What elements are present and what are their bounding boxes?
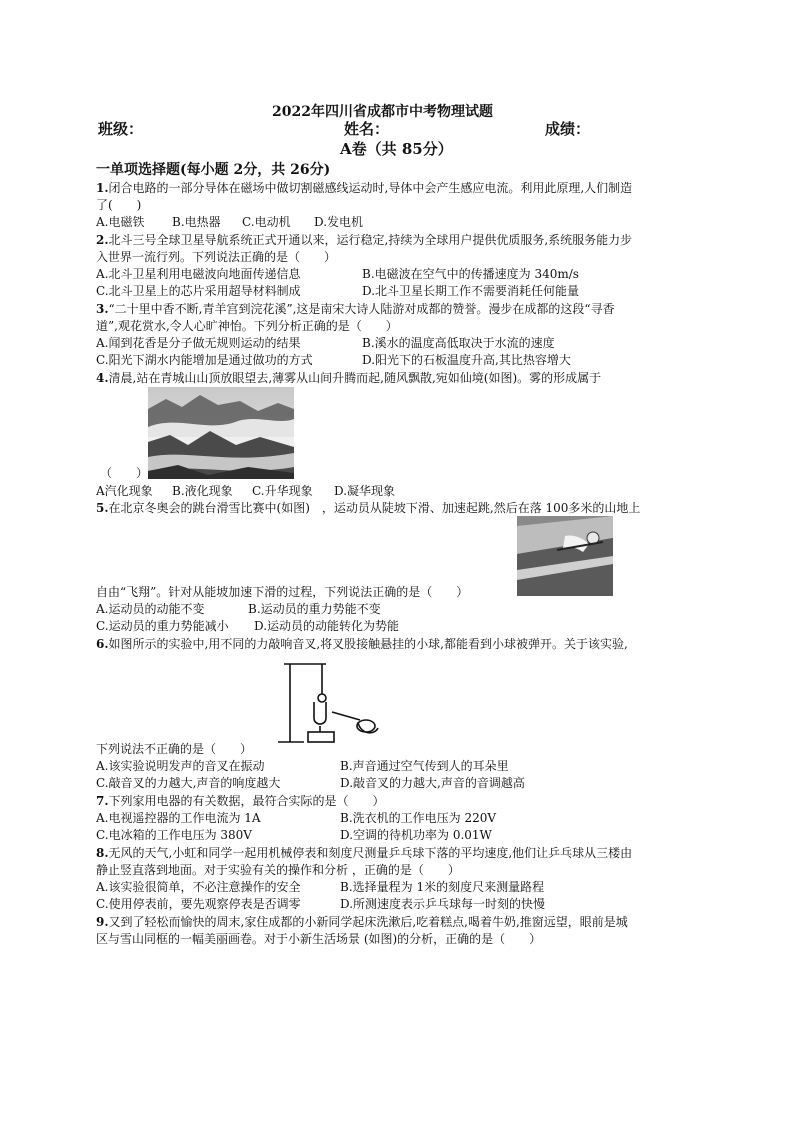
option: B.运动员的重力势能不变 — [248, 602, 381, 616]
question-9-line1 — [96, 914, 628, 931]
question-text: 北斗三号全球卫星导航系统正式开通以来，运行稳定,持续为全球用户提供优质服务,系统服务能力步 — [108, 233, 633, 247]
score-label: 成绩： — [545, 120, 591, 138]
option: A汽化现象 — [96, 484, 153, 498]
option: A.电视遥控器的工作电流为 1A — [96, 811, 261, 825]
option: B.洗衣机的工作电压为 220V — [340, 811, 497, 825]
option: A.运动员的动能不变 — [96, 602, 205, 616]
option: C.使用停表前，要先观察停表是否调零 — [96, 897, 301, 911]
class-label: 班级： — [98, 120, 144, 138]
option: B.溪水的温度高低取决于水流的速度 — [362, 336, 555, 350]
question-text: 如图所示的实验中,用不同的力敲响音叉,将叉股接触悬挂的小球,都能看到小球被弹开。关于该实验, — [108, 637, 628, 651]
option: B.电热器 — [172, 215, 221, 229]
option: C.电冰箱的工作电压为 380V — [96, 828, 252, 842]
question-number: 3. — [96, 302, 109, 316]
option: B.液化现象 — [172, 484, 233, 498]
option: B.电磁波在空气中的传播速度为 340m/s — [362, 267, 579, 281]
question-text: 下列家用电器的有关数据，最符合实际的是（ ） — [108, 794, 385, 808]
mountain-mist-image — [148, 387, 294, 479]
question-number: 1. — [96, 181, 109, 195]
question-5-line2: 自由“飞翔”。针对从能坡加速下滑的过程，下列说法正确的是（ ） — [96, 585, 469, 599]
tuning-fork-diagram — [274, 656, 386, 748]
question-text: 闭合电路的一部分导体在磁场中做切割磁感线运动时,导体中会产生感应电流。利用此原理,人们制造 — [108, 181, 633, 195]
option: D.所测速度表示乒乓球每一时刻的快慢 — [340, 897, 546, 911]
question-number: 6. — [96, 637, 109, 651]
question-1-line2: 了( ) — [96, 198, 142, 212]
answer-blank: （ ） — [100, 466, 149, 480]
option: D.凝华现象 — [334, 484, 396, 498]
question-6-line2: 下列说法不正确的是（ ） — [96, 742, 253, 756]
question-number: 5. — [96, 501, 109, 515]
option: C.升华现象 — [252, 484, 313, 498]
option: D.阳光下的石板温度升高,其比热容增大 — [362, 353, 571, 367]
section-heading: 一单项选择题(每小题 2分，共 26分) — [96, 162, 331, 178]
option: A.闻到花香是分子做无规则运动的结果 — [96, 336, 301, 350]
option: A.该实验说明发声的音叉在振动 — [96, 759, 265, 773]
option: D.北斗卫星长期工作不需要消耗任何能量 — [362, 284, 580, 298]
question-number: 7. — [96, 794, 109, 808]
question-8-line1 — [96, 845, 632, 862]
misty-mountain-photo — [148, 387, 294, 479]
question-6-line1 — [96, 636, 628, 653]
option: C.电动机 — [242, 215, 291, 229]
option: A.该实验很简单，不必注意操作的安全 — [96, 880, 301, 894]
question-text: “二十里中香不断,青羊宫到浣花溪”,这是南宋大诗人陆游对成都的赞誉。漫步在成都的这段“寻香 — [108, 302, 615, 316]
option: D.运动员的动能转化为势能 — [254, 619, 400, 633]
question-3-line2: 道”,观花赏水,令人心旷神怡。下列分析正确的是（ ） — [96, 319, 398, 333]
option: D.发电机 — [314, 215, 364, 229]
question-1-line1 — [96, 180, 632, 197]
question-number: 4. — [96, 371, 109, 385]
option: C.阳光下湖水内能增加是通过做功的方式 — [96, 353, 313, 367]
question-text: 无风的天气,小虹和同学一起用机械停表和刻度尺测量乒乓球下落的平均速度,他们让乒乓球从三楼由 — [108, 846, 633, 860]
option: C.运动员的重力势能减小 — [96, 619, 229, 633]
question-number: 2. — [96, 233, 109, 247]
question-2-line2: 入世界一流行列。下列说法正确的是（ ） — [96, 250, 337, 264]
option: D.敲音叉的力越大,声音的音调越高 — [340, 776, 525, 790]
question-number: 9. — [96, 915, 109, 929]
name-label: 姓名： — [344, 120, 390, 138]
option: A.电磁铁 — [96, 215, 145, 229]
question-7-line1 — [96, 793, 385, 810]
paper-a-heading: A卷（共 85分） — [340, 140, 453, 158]
question-2-line1 — [96, 232, 632, 249]
ski-jumper-image — [517, 516, 613, 596]
option: C.敲音叉的力越大,声音的响度越大 — [96, 776, 281, 790]
tuning-fork-experiment-image — [274, 656, 386, 748]
ski-jump-photo — [517, 516, 613, 596]
question-8-line2: 静止竖直落到地面。对于实验有关的操作和分析 ，正确的是（ ） — [96, 863, 460, 877]
question-text: 又到了轻松而愉快的周末,家住成都的小新同学起床洗漱后,吃着糕点,喝着牛奶,推窗远望，眼前是城 — [108, 915, 628, 929]
option: B.声音通过空气传到人的耳朵里 — [340, 759, 509, 773]
question-3-line1 — [96, 301, 615, 318]
option: D.空调的待机功率为 0.01W — [340, 828, 492, 842]
question-9-line2: 区与雪山同框的一幅美丽画卷。对于小新生活场景 (如图)的分析，正确的是（ ） — [96, 932, 542, 946]
option: A.北斗卫星利用电磁波向地面传递信息 — [96, 267, 301, 281]
question-text: 在北京冬奥会的跳台滑雪比赛中(如图) ，运动员从陡坡下滑、加速起跳,然后在落 100多米的山地上 — [108, 501, 641, 515]
question-4-line1 — [96, 370, 601, 387]
question-number: 8. — [96, 846, 109, 860]
exam-title: 2022年四川省成都市中考物理试题 — [272, 104, 493, 120]
option: C.北斗卫星上的芯片采用超导材料制成 — [96, 284, 301, 298]
question-5-line1 — [96, 500, 640, 517]
option: B.选择量程为 1米的刻度尺来测量路程 — [340, 880, 545, 894]
question-text: 清晨,站在青城山山顶放眼望去,薄雾从山间升腾而起,随风飘散,宛如仙境(如图)。雾的形成属于 — [108, 371, 602, 385]
